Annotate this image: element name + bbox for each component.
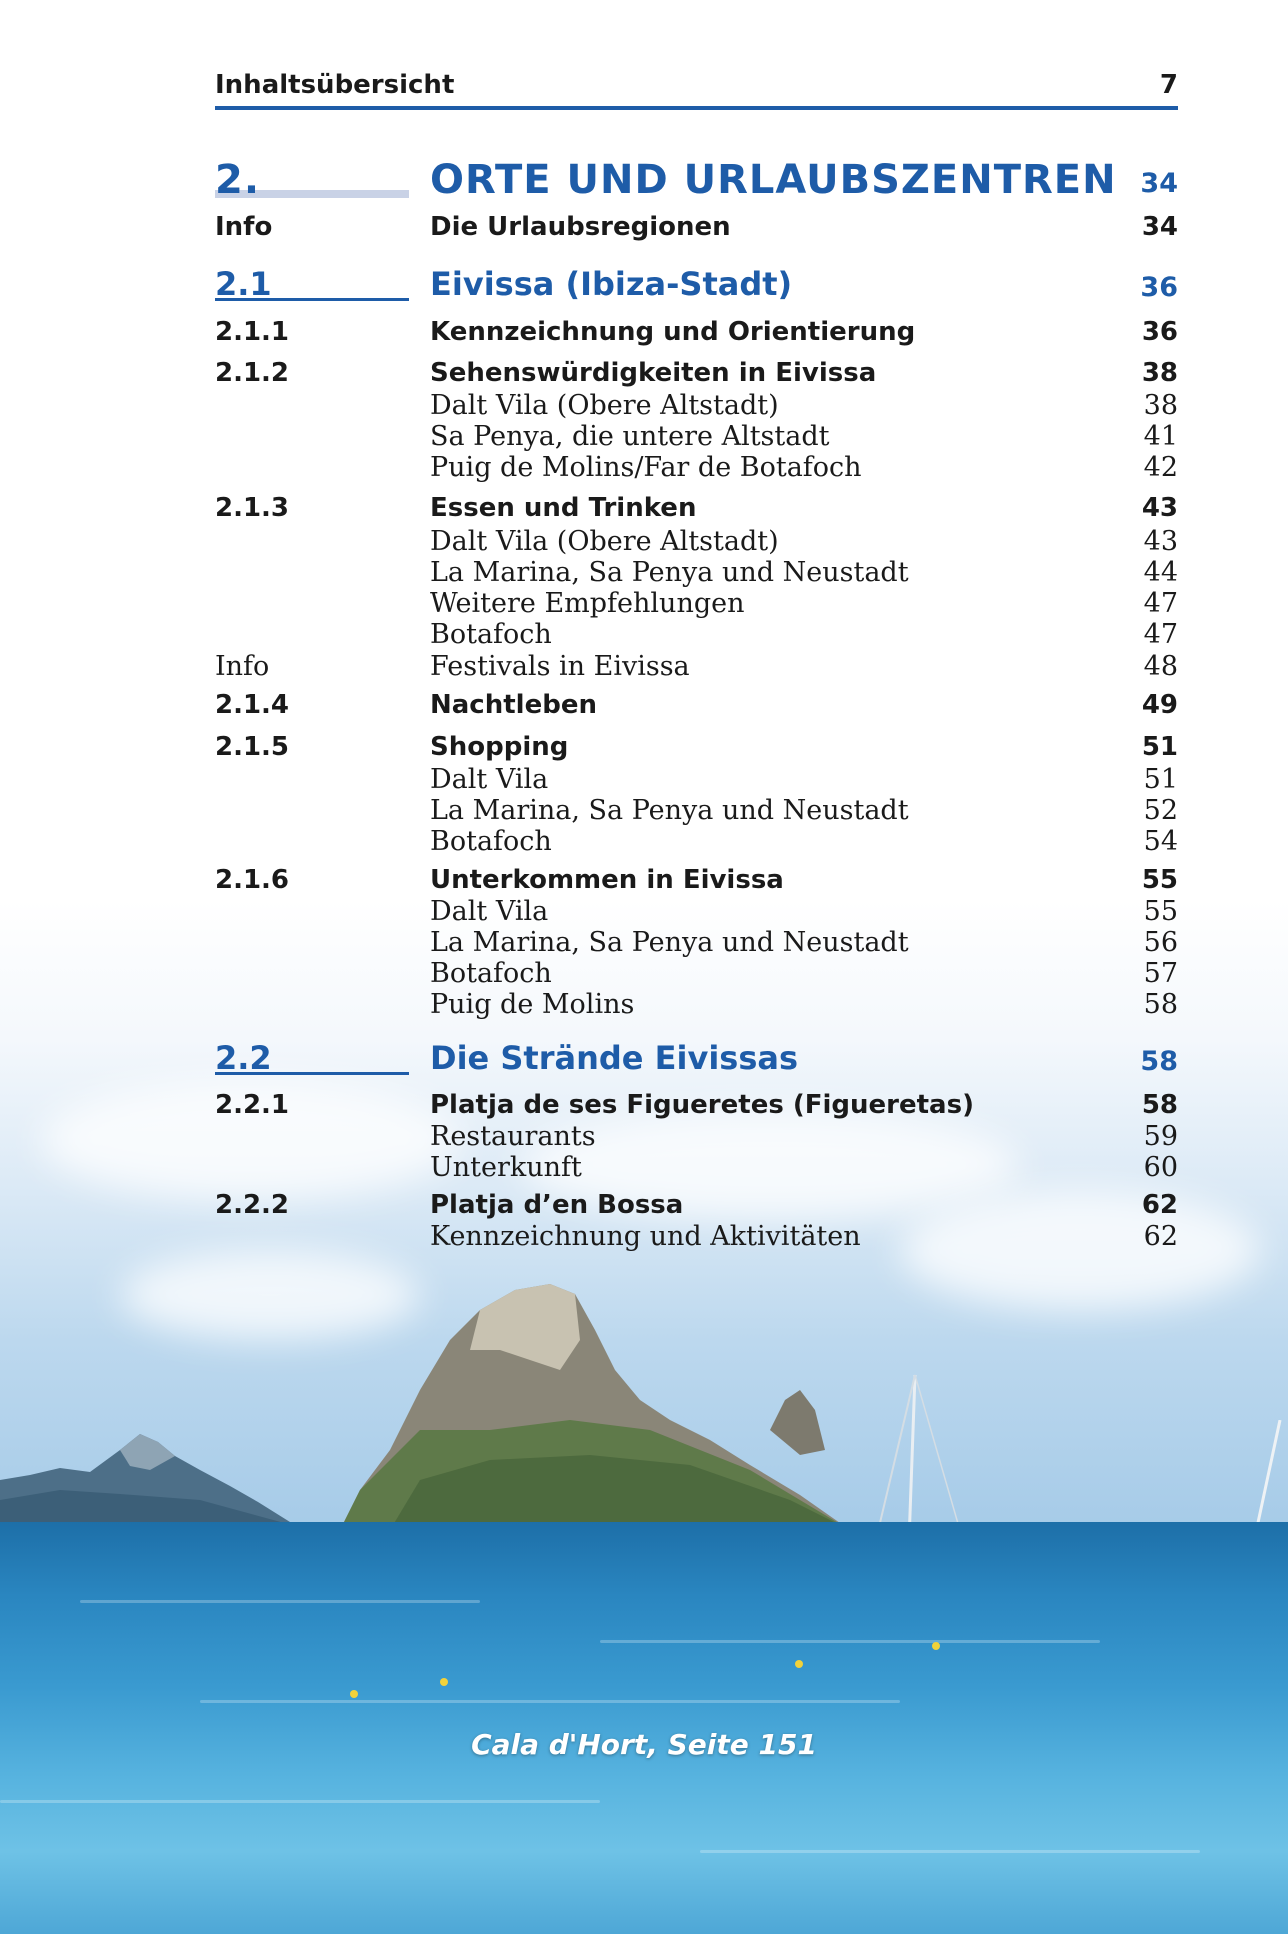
toc-title: Eivissa (Ibiza-Stadt) — [430, 265, 793, 303]
toc-number: 2. — [215, 157, 261, 203]
toc-title: Shopping — [430, 732, 569, 762]
toc-title: Restaurants — [430, 1121, 596, 1152]
toc-page: 62 — [1143, 1221, 1178, 1252]
toc-title: La Marina, Sa Penya und Neustadt — [430, 557, 909, 588]
toc-title: Dalt Vila — [430, 764, 549, 795]
running-header-title: Inhaltsübersicht — [215, 70, 455, 100]
toc-title: Unterkommen in Eivissa — [430, 865, 784, 895]
toc-title: Unterkunft — [430, 1152, 582, 1183]
toc-title: Die Urlaubsregionen — [430, 212, 731, 242]
toc-page: 57 — [1143, 958, 1178, 989]
toc-title: Botafoch — [430, 826, 552, 857]
toc-page: 51 — [1143, 764, 1178, 795]
toc-page: 48 — [1143, 651, 1178, 682]
toc-number: Info — [215, 651, 270, 682]
toc-title: La Marina, Sa Penya und Neustadt — [430, 927, 909, 958]
toc-page: 49 — [1141, 690, 1178, 720]
toc-number: 2.2.1 — [215, 1090, 290, 1120]
toc-page: 41 — [1143, 421, 1178, 452]
toc-page: 59 — [1143, 1121, 1178, 1152]
photo-caption: Cala d'Hort, Seite 151 — [471, 1728, 817, 1761]
toc-title: Weitere Empfehlungen — [430, 588, 745, 619]
toc-number: 2.1.1 — [215, 317, 290, 347]
toc-title: Puig de Molins — [430, 989, 635, 1020]
toc-title: Platja de ses Figueretes (Figueretas) — [430, 1090, 974, 1120]
toc-page: 62 — [1141, 1190, 1178, 1220]
toc-number: 2.1.3 — [215, 493, 290, 523]
toc-page: 56 — [1143, 927, 1178, 958]
toc-title: Die Strände Eivissas — [430, 1039, 799, 1077]
toc-title: Sehenswürdigkeiten in Eivissa — [430, 358, 877, 388]
toc-number: 2.1.6 — [215, 865, 290, 895]
toc-title: ORTE UND URLAUBSZENTREN — [430, 157, 1117, 203]
toc-page: 55 — [1143, 896, 1178, 927]
toc-number: 2.1.2 — [215, 358, 290, 388]
toc-page: 34 — [1141, 212, 1178, 242]
toc-page: 52 — [1143, 795, 1178, 826]
toc-page: 43 — [1141, 493, 1178, 523]
toc-page: 55 — [1141, 865, 1178, 895]
toc-title: Dalt Vila — [430, 896, 549, 927]
toc-page: 58 — [1141, 1090, 1178, 1120]
toc-page: 47 — [1143, 619, 1178, 650]
toc-title: Nachtleben — [430, 690, 597, 720]
toc-page: 47 — [1143, 588, 1178, 619]
toc-number: 2.1.5 — [215, 732, 290, 762]
toc-page: 38 — [1141, 358, 1178, 388]
toc-title: La Marina, Sa Penya und Neustadt — [430, 795, 909, 826]
header-rule — [215, 106, 1178, 110]
toc-number: 2.1.4 — [215, 690, 290, 720]
toc-page: 58 — [1143, 989, 1178, 1020]
toc-page: 51 — [1141, 732, 1178, 762]
toc-page: 34 — [1140, 168, 1178, 199]
toc-title: Dalt Vila (Obere Altstadt) — [430, 390, 779, 421]
toc-page: 36 — [1141, 317, 1178, 347]
toc-title: Puig de Molins/Far de Botafoch — [430, 452, 862, 483]
toc-title: Sa Penya, die untere Altstadt — [430, 421, 830, 452]
running-header-page-number: 7 — [1159, 70, 1178, 100]
toc-number: 2.2 — [215, 1039, 272, 1077]
toc-page: 54 — [1143, 826, 1178, 857]
toc-page: 43 — [1143, 526, 1178, 557]
toc-title: Kennzeichnung und Aktivitäten — [430, 1221, 861, 1252]
toc-page: 36 — [1140, 272, 1178, 303]
toc-title: Platja d’en Bossa — [430, 1190, 684, 1220]
toc-title: Festivals in Eivissa — [430, 651, 690, 682]
toc-page: 38 — [1143, 390, 1178, 421]
toc-title: Essen und Trinken — [430, 493, 697, 523]
toc-number: 2.1 — [215, 265, 272, 303]
toc-page: 58 — [1140, 1046, 1178, 1077]
toc-page: 42 — [1143, 452, 1178, 483]
toc-title: Botafoch — [430, 958, 552, 989]
toc-title: Kennzeichnung und Orientierung — [430, 317, 916, 347]
toc-number: Info — [215, 212, 273, 242]
toc-number: 2.2.2 — [215, 1190, 290, 1220]
toc-title: Botafoch — [430, 619, 552, 650]
toc-title: Dalt Vila (Obere Altstadt) — [430, 526, 779, 557]
toc-page: 60 — [1143, 1152, 1178, 1183]
toc-page: 44 — [1143, 557, 1178, 588]
